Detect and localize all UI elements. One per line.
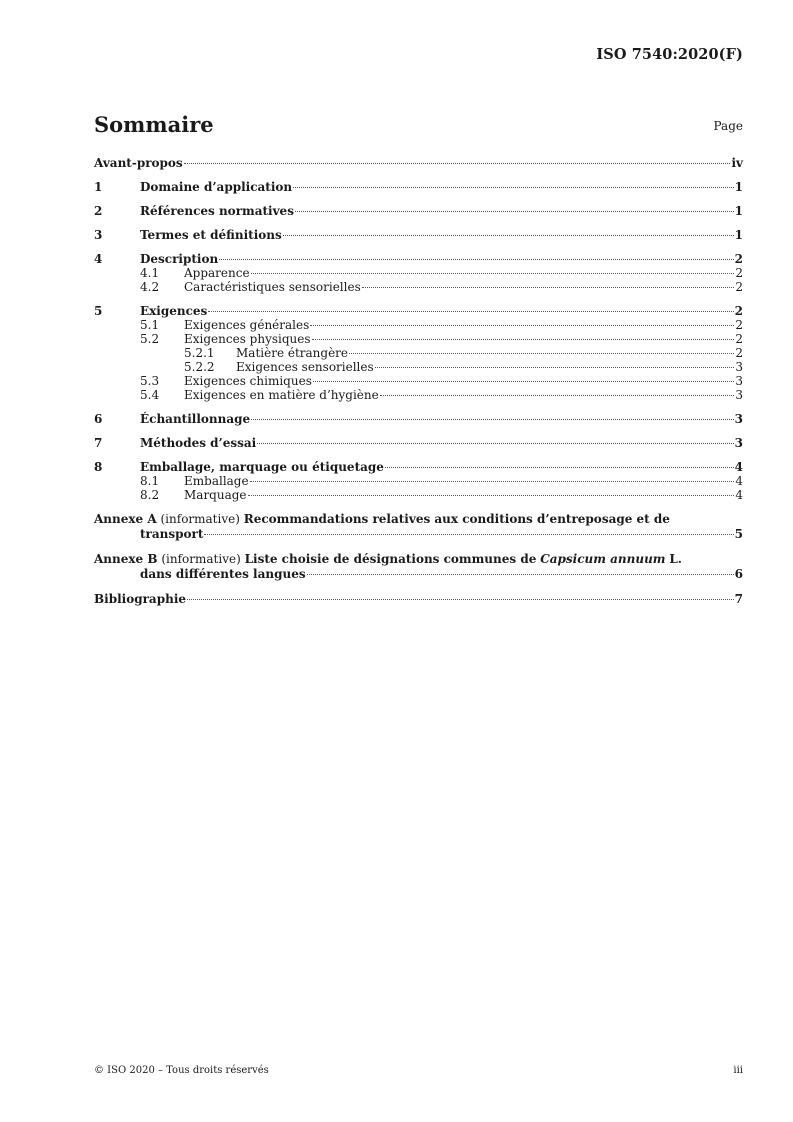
toc-entry-page: 4	[734, 460, 743, 474]
toc-entry-5-4[interactable]	[94, 388, 743, 402]
toc-entry-page: 3	[735, 374, 743, 388]
toc-entry-title: Apparence	[184, 266, 250, 280]
toc-entry-1[interactable]	[94, 180, 743, 194]
toc-entry-number: 1	[94, 180, 103, 194]
toc-entry-page: 2	[735, 346, 743, 360]
leader-dots	[385, 467, 734, 468]
toc-entry-8-2[interactable]	[94, 488, 743, 502]
annex-title-species: Capsicum annuum	[540, 552, 666, 566]
leader-dots	[257, 443, 733, 444]
toc-entry-6[interactable]	[94, 412, 743, 426]
toc-entry-title: Exigences sensorielles	[236, 360, 374, 374]
copyright-notice: © ISO 2020 – Tous droits réservés	[94, 1065, 269, 1076]
toc-entry-title: Avant-propos	[94, 156, 183, 170]
toc-entry-5-2-2[interactable]	[94, 360, 743, 374]
toc-entry-number: 8.2	[140, 488, 160, 502]
annex-type: (informative)	[160, 512, 240, 526]
toc-entry-number: 7	[94, 436, 103, 450]
annex-title: Recommandations relatives aux conditions d’entreposage et de	[243, 512, 670, 526]
annex-b-line1	[94, 552, 743, 567]
leader-dots	[380, 395, 735, 396]
toc-entry-title: Exigences physiques	[184, 332, 311, 346]
toc-entry-annex-b[interactable]	[94, 552, 743, 582]
toc-entry-3[interactable]	[94, 228, 743, 242]
toc-entry-title: Exigences	[140, 304, 208, 318]
toc-entry-number: 4.2	[140, 280, 160, 294]
toc-entry-title: Emballage	[184, 474, 249, 488]
toc-entry-number: 8	[94, 460, 103, 474]
toc-entry-page: 3	[735, 388, 743, 402]
toc-entry-number: 5.2.1	[184, 346, 215, 360]
annex-title-cont: transport	[140, 527, 204, 541]
toc-entry-page: 3	[734, 436, 743, 450]
toc-entry-title: Domaine d’application	[140, 180, 293, 194]
toc-entry-4[interactable]	[94, 252, 743, 266]
annex-title-cont: dans différentes langues	[140, 567, 306, 581]
toc-entry-page: iv	[731, 156, 743, 170]
toc-entry-title: Caractéristiques sensorielles	[184, 280, 361, 294]
toc-entry-bibliography[interactable]	[94, 592, 743, 606]
toc-entry-foreword[interactable]	[94, 156, 743, 170]
toc-entry-page: 5	[734, 527, 743, 541]
toc-entry-5-3[interactable]	[94, 374, 743, 388]
leader-dots	[313, 381, 735, 382]
leader-dots	[307, 574, 734, 575]
doc-id: ISO 7540:2020(F)	[596, 46, 743, 63]
toc-entry-title: Méthodes d’essai	[140, 436, 257, 450]
toc-entry-page: 2	[735, 266, 743, 280]
toc-entry-number: 4.1	[140, 266, 160, 280]
toc-entry-title: Marquage	[184, 488, 247, 502]
toc-entry-page: 3	[735, 360, 743, 374]
toc-entry-title: Termes et définitions	[140, 228, 282, 242]
leader-dots	[295, 211, 734, 212]
leader-dots	[208, 311, 733, 312]
toc-entry-number: 8.1	[140, 474, 160, 488]
toc-entry-8-1[interactable]	[94, 474, 743, 488]
toc-entry-4-1[interactable]	[94, 266, 743, 280]
annex-label: Annexe A	[94, 512, 157, 526]
toc-entry-number: 5.1	[140, 318, 160, 332]
toc-entry-number: 6	[94, 412, 103, 426]
toc-entry-2[interactable]	[94, 204, 743, 218]
annex-type: (informative)	[161, 552, 241, 566]
toc-entry-page: 2	[734, 252, 743, 266]
annex-a-line1	[94, 512, 743, 527]
toc-entry-page: 1	[734, 204, 743, 218]
toc-entry-4-2[interactable]	[94, 280, 743, 294]
toc-entry-5[interactable]	[94, 304, 743, 318]
toc-entry-title: Exigences en matière d’hygiène	[184, 388, 379, 402]
annex-b-line2	[94, 567, 743, 582]
toc-title: Sommaire	[94, 112, 214, 137]
leader-dots	[248, 495, 735, 496]
leader-dots	[293, 187, 734, 188]
toc-entry-number: 3	[94, 228, 103, 242]
annex-label: Annexe B	[94, 552, 158, 566]
leader-dots	[283, 235, 734, 236]
toc-entry-page: 7	[734, 592, 743, 606]
table-of-contents	[94, 156, 743, 606]
leader-dots	[187, 599, 734, 600]
toc-entry-5-2-1[interactable]	[94, 346, 743, 360]
leader-dots	[310, 325, 734, 326]
toc-entry-page: 1	[734, 228, 743, 242]
toc-entry-5-2[interactable]	[94, 332, 743, 346]
toc-entry-title: Références normatives	[140, 204, 294, 218]
leader-dots	[251, 273, 735, 274]
toc-entry-number: 5.2.2	[184, 360, 215, 374]
toc-entry-8[interactable]	[94, 460, 743, 474]
toc-entry-page: 4	[735, 474, 743, 488]
toc-entry-page: 2	[735, 332, 743, 346]
toc-entry-title: Échantillonnage	[140, 412, 251, 426]
toc-entry-title: Matière étrangère	[236, 346, 349, 360]
toc-entry-page: 3	[734, 412, 743, 426]
leader-dots	[349, 353, 734, 354]
toc-entry-annex-a[interactable]	[94, 512, 743, 542]
toc-entry-title: Exigences chimiques	[184, 374, 312, 388]
toc-entry-number: 5.2	[140, 332, 160, 346]
toc-entry-number: 2	[94, 204, 103, 218]
toc-entry-number: 5.4	[140, 388, 160, 402]
leader-dots	[250, 481, 735, 482]
toc-entry-page: 1	[734, 180, 743, 194]
toc-entry-page: 2	[734, 304, 743, 318]
toc-entry-number: 5	[94, 304, 103, 318]
toc-entry-page: 4	[735, 488, 743, 502]
toc-entry-5-1[interactable]	[94, 318, 743, 332]
toc-entry-page: 2	[735, 318, 743, 332]
toc-entry-title: Description	[140, 252, 219, 266]
toc-entry-page: 2	[735, 280, 743, 294]
leader-dots	[251, 419, 733, 420]
toc-entry-7[interactable]	[94, 436, 743, 450]
annex-title-suffix: L.	[669, 552, 682, 566]
annex-title: Liste choisie de désignations communes de	[244, 552, 537, 566]
toc-entry-title: Emballage, marquage ou étiquetage	[140, 460, 384, 474]
leader-dots	[204, 534, 733, 535]
toc-entry-page: 6	[734, 567, 743, 581]
leader-dots	[362, 287, 735, 288]
annex-a-line2	[94, 527, 743, 542]
toc-entry-title: Exigences générales	[184, 318, 310, 332]
toc-entry-title: Bibliographie	[94, 592, 187, 606]
leader-dots	[184, 163, 731, 164]
toc-entry-number: 5.3	[140, 374, 160, 388]
leader-dots	[375, 367, 735, 368]
leader-dots	[312, 339, 735, 340]
page-column-label: Page	[713, 119, 743, 133]
page-number: iii	[733, 1065, 743, 1076]
leader-dots	[219, 259, 733, 260]
toc-entry-number: 4	[94, 252, 103, 266]
